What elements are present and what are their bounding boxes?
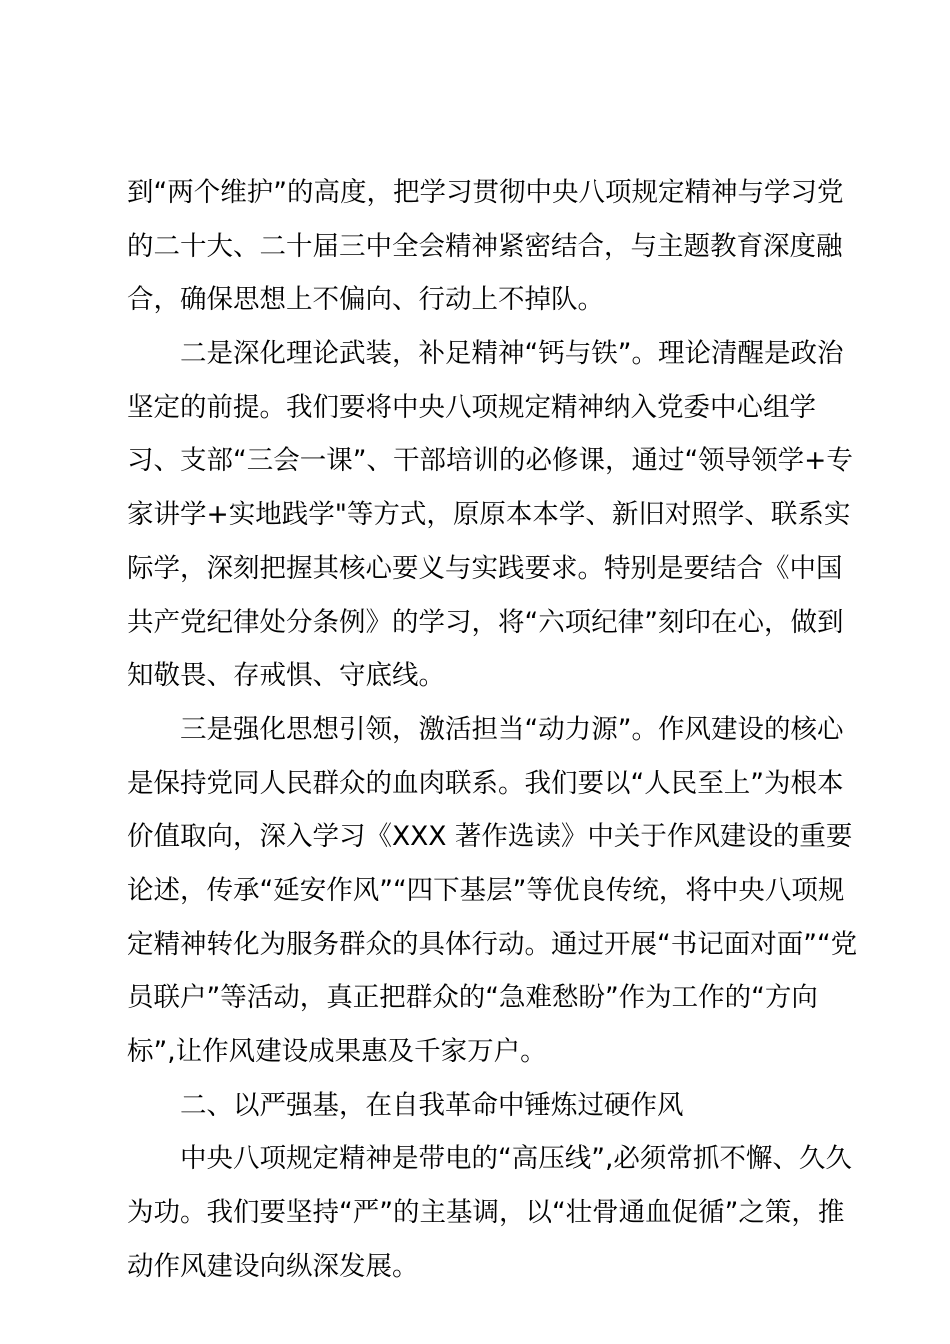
body-text-line: 定精神转化为服务群众的具体行动。通过开展“书记面对面”“党 xyxy=(127,928,858,960)
body-text-line: 际学，深刻把握其核心要义与实践要求。特别是要结合《中国 xyxy=(127,552,843,584)
body-text-line: 员联户”等活动，真正把群众的“急难愁盼”作为工作的“方向 xyxy=(127,982,818,1014)
body-text-line: 是保持党同人民群众的血肉联系。我们要以“人民至上”为根本 xyxy=(127,767,844,799)
body-text-line: 知敬畏、存戒惧、守底线。 xyxy=(127,660,445,692)
body-text-line: 论述，传承“延安作风”“四下基层”等优良传统，将中央八项规 xyxy=(127,874,845,906)
body-text-line: 家讲学+实地践学"等方式，原原本本学、新旧对照学、联系实 xyxy=(127,499,851,531)
body-text-line: 价值取向，深入学习《XXX 著作选读》中关于作风建设的重要 xyxy=(127,821,853,853)
paragraph-first-line: 中央八项规定精神是带电的“高压线”,必须常抓不懈、久久 xyxy=(180,1143,852,1175)
body-text-line: 习、支部“三会一课”、干部培训的必修课，通过“领导领学+专 xyxy=(127,445,853,477)
section-heading: 二、以严强基，在自我革命中锤炼过硬作风 xyxy=(180,1089,684,1121)
document-body xyxy=(127,166,858,1293)
body-text-line: 标”,让作风建设成果惠及千家万户。 xyxy=(127,1036,547,1067)
body-text-line: 的二十大、二十届三中全会精神紧密结合，与主题教育深度融 xyxy=(127,230,843,262)
paragraph-first-line: 三是强化思想引领，激活担当“动力源”。作风建设的核心 xyxy=(180,713,844,745)
body-text-line: 为功。我们要坚持“严”的主基调，以“壮骨通血促循”之策，推 xyxy=(127,1197,845,1229)
body-text-line: 动作风建设向纵深发展。 xyxy=(127,1250,419,1282)
body-text-line: 到“两个维护”的高度，把学习贯彻中央八项规定精神与学习党 xyxy=(127,177,844,208)
body-text-line: 合，确保思想上不偏向、行动上不掉队。 xyxy=(127,284,604,316)
paragraph-first-line: 二是深化理论武装，补足精神“钙与铁”。理论清醒是政治 xyxy=(180,338,844,370)
body-text-line: 共产党纪律处分条例》的学习，将“六项纪律”刻印在心，做到 xyxy=(127,606,844,638)
body-text-line: 坚定的前提。我们要将中央八项规定精神纳入党委中心组学 xyxy=(127,391,816,423)
